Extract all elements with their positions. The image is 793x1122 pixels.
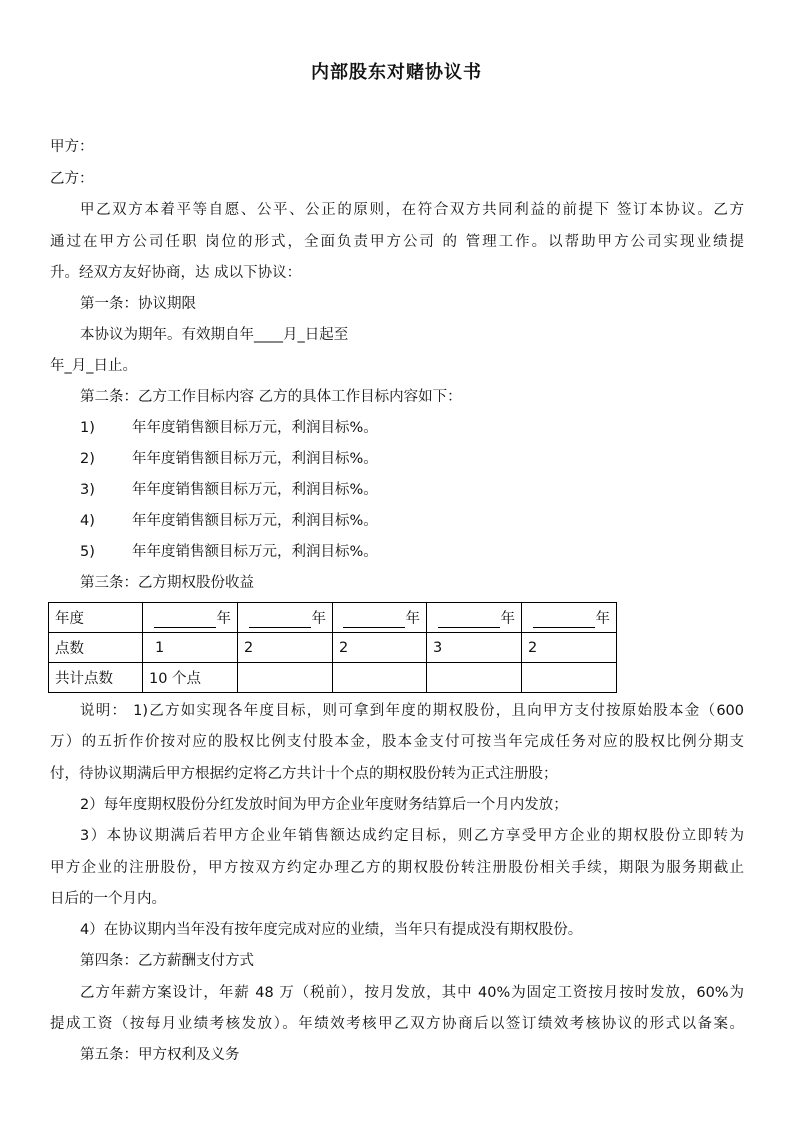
- intro-line-3: 升。经双方友好协商，达 成以下协议：: [50, 265, 302, 281]
- year-blank: [154, 612, 216, 628]
- table-row: [49, 603, 617, 633]
- year-cell: [143, 603, 238, 633]
- year-blank: [533, 612, 595, 628]
- year-cell: [238, 603, 333, 633]
- points-cell: 1: [143, 633, 238, 663]
- points-cell: 2: [522, 633, 617, 663]
- table-row-label: 年度: [49, 603, 143, 633]
- table-row-label: 点数: [49, 633, 143, 663]
- article2-heading: 第二条：乙方工作目标内容 乙方的具体工作目标内容如下：: [80, 389, 462, 405]
- article1-line1: 本协议为期年。有效期自年____月_日起至: [80, 327, 349, 343]
- article5-heading: 第五条：甲方权利及义务: [80, 1047, 240, 1063]
- list-item-text: 年年度销售额目标万元，利润目标%。: [132, 420, 378, 436]
- note-line-6: 甲方企业的注册股份，甲方按双方约定办理乙方的期权股份转注册股份相关手续，期限为服务期截止: [50, 860, 744, 876]
- points-cell: 3: [427, 633, 522, 663]
- table-row-label: 共计点数: [49, 663, 143, 693]
- party-a-label: 甲方：: [50, 139, 94, 155]
- empty-cell: [522, 663, 617, 693]
- table-row: [49, 663, 617, 693]
- equity-table: [48, 602, 617, 693]
- article4-line-1: 乙方年薪方案设计，年薪 48 万（税前），按月发放，其中 40%为固定工资按月按时发放，60%为: [80, 985, 744, 1001]
- note-line-4: 2）每年度期权股份分红发放时间为甲方企业年度财务结算后一个月内发放；: [80, 797, 568, 813]
- year-cell: [427, 603, 522, 633]
- list-item-number: 1): [80, 420, 95, 436]
- year-suffix: 年: [405, 611, 420, 627]
- list-item-text: 年年度销售额目标万元，利润目标%。: [132, 451, 378, 467]
- points-cell: 2: [333, 633, 427, 663]
- points-cell: 2: [238, 633, 333, 663]
- intro-line-2: 通过在甲方公司任职 岗位的形式，全面负责甲方公司 的 管理工作。以帮助甲方公司实现业绩提: [50, 234, 744, 250]
- note-line-7: 日后的一个月内。: [50, 891, 166, 907]
- list-item-number: 2): [80, 451, 95, 467]
- year-suffix: 年: [595, 611, 610, 627]
- year-blank: [249, 612, 311, 628]
- year-cell: [522, 603, 617, 633]
- year-suffix: 年: [216, 611, 231, 627]
- list-item-number: 5): [80, 544, 95, 560]
- empty-cell: [333, 663, 427, 693]
- party-b-label: 乙方：: [50, 171, 94, 187]
- list-item-number: 4): [80, 513, 95, 529]
- note-line-2: 万）的五折作价按对应的股权比例支付股本金，股本金支付可按当年完成任务对应的股权比例分期支: [50, 734, 744, 750]
- year-blank: [343, 612, 405, 628]
- article3-heading: 第三条：乙方期权股份收益: [80, 575, 254, 591]
- year-blank: [438, 612, 500, 628]
- list-item-text: 年年度销售额目标万元，利润目标%。: [132, 544, 378, 560]
- article1-heading: 第一条：协议期限: [80, 296, 196, 312]
- note-line-8: 4）在协议期内当年没有按年度完成对应的业绩，当年只有提成没有期权股份。: [80, 922, 583, 938]
- total-points-cell: 10 个点: [143, 663, 238, 693]
- note-line-1: 说明： 1)乙方如实现各年度目标，则可拿到年度的期权股份，且向甲方支付按原始股本金（600: [80, 703, 744, 719]
- note-line-3: 付，待协议期满后甲方根据约定将乙方共计十个点的期权股份转为正式注册股；: [50, 766, 558, 782]
- empty-cell: [427, 663, 522, 693]
- empty-cell: [238, 663, 333, 693]
- year-suffix: 年: [311, 611, 326, 627]
- list-item-text: 年年度销售额目标万元，利润目标%。: [132, 482, 378, 498]
- year-suffix: 年: [500, 611, 515, 627]
- table-row: [49, 633, 617, 663]
- article4-line-2: 提成工资（按每月业绩考核发放）。年绩效考核甲乙双方协商后以签订绩效考核协议的形式以备案。: [50, 1016, 744, 1032]
- note-line-5: 3）本协议期满后若甲方企业年销售额达成约定目标，则乙方享受甲方企业的期权股份立即转为: [80, 828, 744, 844]
- list-item-number: 3): [80, 482, 95, 498]
- article4-heading: 第四条：乙方薪酬支付方式: [80, 953, 254, 969]
- intro-line-1: 甲乙双方本着平等自愿、公平、公正的原则，在符合双方共同利益的前提下 签订本协议。乙方: [80, 202, 744, 218]
- year-cell: [333, 603, 427, 633]
- article1-line2: 年_月_日止。: [50, 358, 137, 374]
- document-title: 内部股东对赌协议书: [311, 62, 482, 83]
- list-item-text: 年年度销售额目标万元，利润目标%。: [132, 513, 378, 529]
